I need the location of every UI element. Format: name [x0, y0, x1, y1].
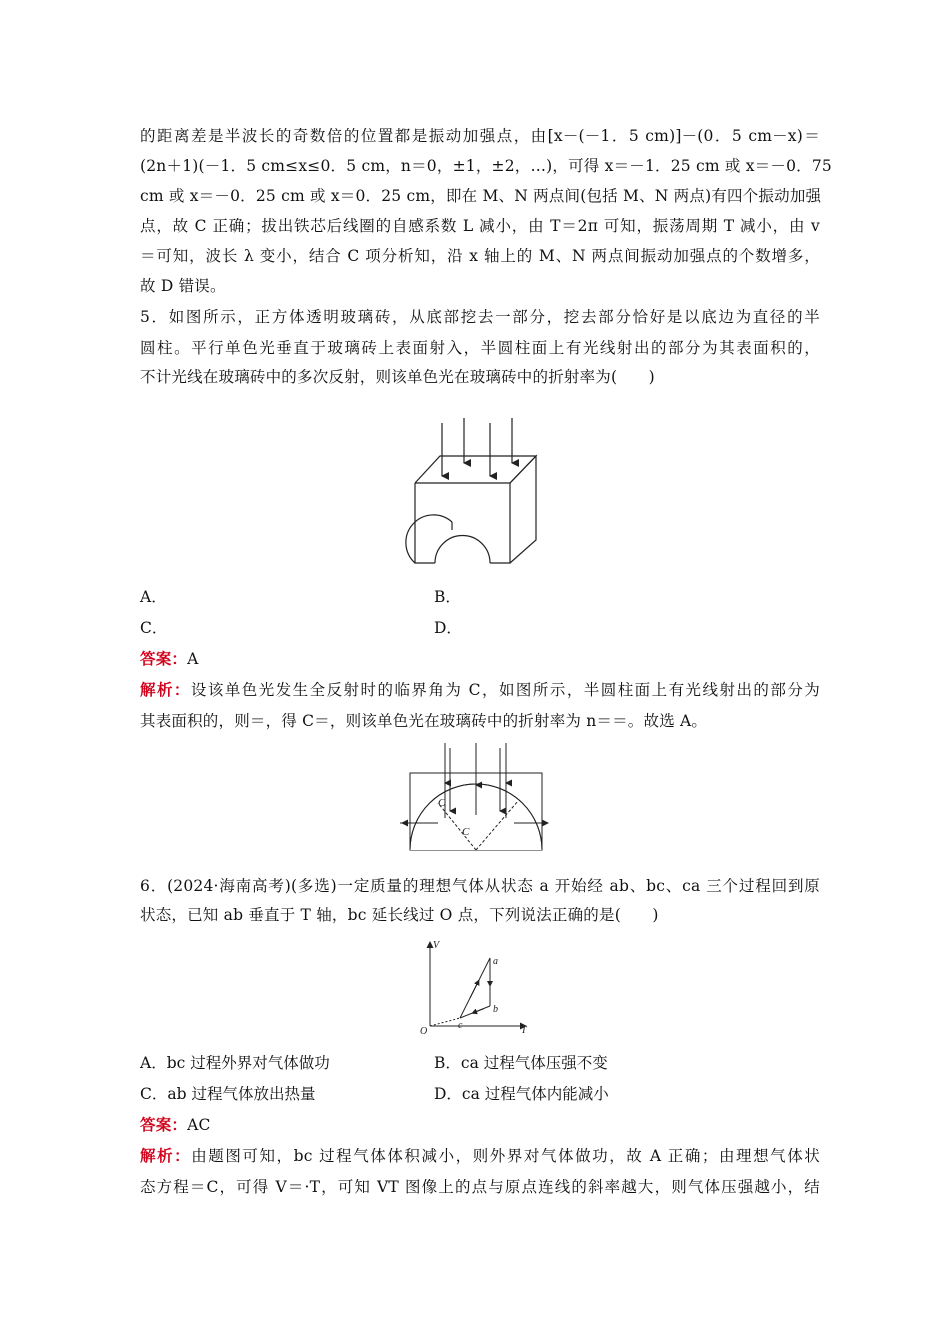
- q5-analysis-line-2: 其表面积的，则＝，得 C＝，则该单色光在玻璃砖中的折射率为 n＝＝。故选 A。: [140, 712, 708, 730]
- q5-answer: [140, 649, 820, 669]
- q6-axis-t-label: T: [521, 1025, 527, 1036]
- q6-analysis-label: 解析：: [140, 1146, 192, 1165]
- intro-line-3: cm 或 x＝－0．25 cm 或 x＝0．25 cm，即在 M、N 两点间(包括 M、N 两点)有四个振动加强: [140, 187, 822, 205]
- q5-cross-section-figure: [400, 743, 550, 853]
- intro-line-2: (2n＋1)(－1．5 cm≤x≤0．5 cm，n＝0，±1，±2，…)，可得 x＝－1．25 cm 或 x＝－0．75: [140, 157, 832, 175]
- q5-critical-angle-label-2: C: [462, 826, 470, 838]
- intro-line-1: 的距离差是半波长的奇数倍的位置都是振动加强点，由[x－(－1．5 cm)]－(0．5 cm－x)＝: [140, 127, 820, 145]
- q6-answer-value: AC: [187, 1116, 211, 1134]
- q6-vt-graph: [418, 938, 538, 1038]
- intro-line-5: ＝可知，波长 λ 变小，结合 C 项分析知，沿 x 轴上的 M、N 两点间振动加强点的个数增多，: [140, 247, 820, 265]
- q5-stem-line-1: 5．如图所示，正方体透明玻璃砖，从底部挖去一部分，挖去部分恰好是以底边为直径的半: [140, 308, 820, 326]
- q6-option-a: A．bc 过程外界对气体做功: [140, 1054, 330, 1072]
- q5-analysis-line-1: [140, 680, 820, 700]
- q6-axis-v-label: V: [433, 940, 440, 951]
- q6-analysis-line-1: [140, 1146, 820, 1166]
- q5-answer-value: A: [187, 650, 199, 668]
- q6-answer: [140, 1115, 820, 1135]
- q6-option-d: D．ca 过程气体内能减小: [434, 1085, 609, 1103]
- q5-critical-angle-label-1: C: [438, 797, 446, 809]
- q5-stem-line-3: 不计光线在玻璃砖中的多次反射，则该单色光在玻璃砖中的折射率为( ): [140, 368, 655, 386]
- q5-cube-figure: [400, 418, 550, 568]
- q6-analysis-text-1: 由题图可知，bc 过程气体体积减小，则外界对气体做功，故 A 正确；由理想气体状: [191, 1147, 820, 1165]
- q6-point-b-label: b: [493, 1004, 498, 1015]
- q6-option-c: C．ab 过程气体放出热量: [140, 1085, 316, 1103]
- q6-point-c-label: c: [458, 1020, 463, 1031]
- intro-line-4: 点，故 C 正确；拔出铁芯后线圈的自感系数 L 减小，由 T＝2π 可知，振荡周期 T 减小，由 v: [140, 217, 820, 235]
- q6-analysis-line-2: 态方程＝C，可得 V＝·T，可知 VT 图像上的点与原点连线的斜率越大，则气体压强越小，结: [140, 1178, 820, 1196]
- q5-analysis-text-1: 设该单色光发生全反射时的临界角为 C，如图所示，半圆柱面上有光线射出的部分为: [190, 681, 820, 699]
- q5-answer-label: 答案：: [140, 649, 188, 668]
- q6-stem-line-2: 状态，已知 ab 垂直于 T 轴，bc 延长线过 O 点，下列说法正确的是( ): [140, 906, 659, 924]
- q6-point-a-label: a: [493, 956, 498, 967]
- q6-option-b: B．ca 过程气体压强不变: [434, 1054, 608, 1072]
- q6-answer-label: 答案：: [140, 1115, 188, 1134]
- q5-analysis-label: 解析：: [140, 680, 191, 699]
- q5-option-c: C．: [140, 619, 168, 637]
- q6-origin-label: O: [420, 1026, 428, 1037]
- q5-option-d: D．: [434, 619, 462, 637]
- q5-option-a: A．: [140, 588, 167, 606]
- q5-stem-line-2: 圆柱。平行单色光垂直于玻璃砖上表面射入，半圆柱面上有光线射出的部分为其表面积的，: [140, 339, 820, 357]
- q5-option-b: B．: [434, 588, 461, 606]
- q6-stem-line-1: 6．(2024·海南高考)(多选)一定质量的理想气体从状态 a 开始经 ab、bc、ca 三个过程回到原: [140, 877, 820, 895]
- intro-line-6: 故 D 错误。: [140, 277, 226, 295]
